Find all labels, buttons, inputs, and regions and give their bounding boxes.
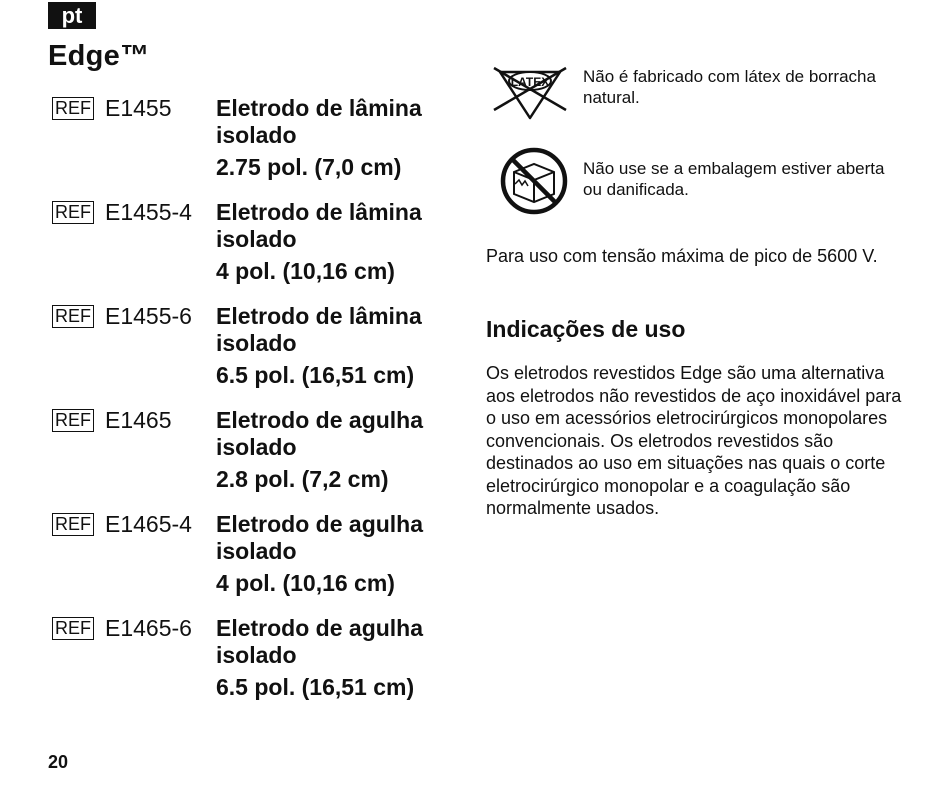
ref-code: E1455-4 bbox=[105, 199, 192, 225]
ref-label: REF bbox=[52, 409, 94, 432]
product-description bbox=[216, 95, 422, 181]
product-name-line2: isolado bbox=[216, 642, 297, 668]
language-badge: pt bbox=[48, 2, 96, 29]
product-size: 4 pol. (10,16 cm) bbox=[216, 570, 395, 596]
product-size: 6.5 pol. (16,51 cm) bbox=[216, 674, 415, 700]
ref-label: REF bbox=[52, 97, 94, 120]
product-size: 4 pol. (10,16 cm) bbox=[216, 258, 395, 284]
ref-code: E1465-6 bbox=[105, 615, 192, 641]
latex-free-icon bbox=[490, 66, 570, 124]
latex-icon-text: LATEX bbox=[510, 75, 550, 89]
product-name-line2: isolado bbox=[216, 122, 297, 148]
product-description bbox=[216, 303, 422, 389]
product-name-line1: Eletrodo de agulha bbox=[216, 407, 424, 433]
ref-code: E1455 bbox=[105, 95, 172, 121]
product-name-line1: Eletrodo de agulha bbox=[216, 511, 424, 537]
page-title: Edge™ bbox=[48, 40, 150, 72]
ref-code: E1465-4 bbox=[105, 511, 192, 537]
indications-body: Os eletrodos revestidos Edge são uma alternativa aos eletrodos não revestidos de aço inoxidável para o uso em acessórios eletrocirúrgicos monopolares convencionais. Os eletrodos revestidos são destinados ao uso em situações nas quais o corte eletrocirúrgico monopolar e a coagulação são normalmente usados. bbox=[486, 363, 902, 518]
package-notice-text: Não use se a embalagem estiver aberta ou danificada. bbox=[583, 159, 885, 199]
damaged-package-icon bbox=[490, 144, 570, 220]
product-size: 2.75 pol. (7,0 cm) bbox=[216, 154, 402, 180]
voltage-note: Para uso com tensão máxima de pico de 5600 V. bbox=[486, 246, 878, 266]
product-name-line2: isolado bbox=[216, 434, 297, 460]
product-description bbox=[216, 407, 423, 493]
product-description bbox=[216, 615, 423, 701]
product-name-line1: Eletrodo de lâmina bbox=[216, 199, 422, 225]
product-description bbox=[216, 199, 422, 285]
indications-heading: Indicações de uso bbox=[486, 316, 686, 342]
ref-code: E1465 bbox=[105, 407, 172, 433]
product-size: 6.5 pol. (16,51 cm) bbox=[216, 362, 415, 388]
product-name-line2: isolado bbox=[216, 330, 297, 356]
latex-notice-text: Não é fabricado com látex de borracha natural. bbox=[583, 67, 876, 107]
ref-label: REF bbox=[52, 201, 94, 224]
ref-label: REF bbox=[52, 617, 94, 640]
product-description bbox=[216, 511, 423, 597]
product-size: 2.8 pol. (7,2 cm) bbox=[216, 466, 389, 492]
ref-code: E1455-6 bbox=[105, 303, 192, 329]
product-name-line2: isolado bbox=[216, 226, 297, 252]
ref-label: REF bbox=[52, 513, 94, 536]
product-name-line1: Eletrodo de agulha bbox=[216, 615, 424, 641]
page-number: 20 bbox=[48, 752, 69, 772]
product-name-line1: Eletrodo de lâmina bbox=[216, 303, 422, 329]
ref-label: REF bbox=[52, 305, 94, 328]
product-name-line2: isolado bbox=[216, 538, 297, 564]
product-name-line1: Eletrodo de lâmina bbox=[216, 95, 422, 121]
